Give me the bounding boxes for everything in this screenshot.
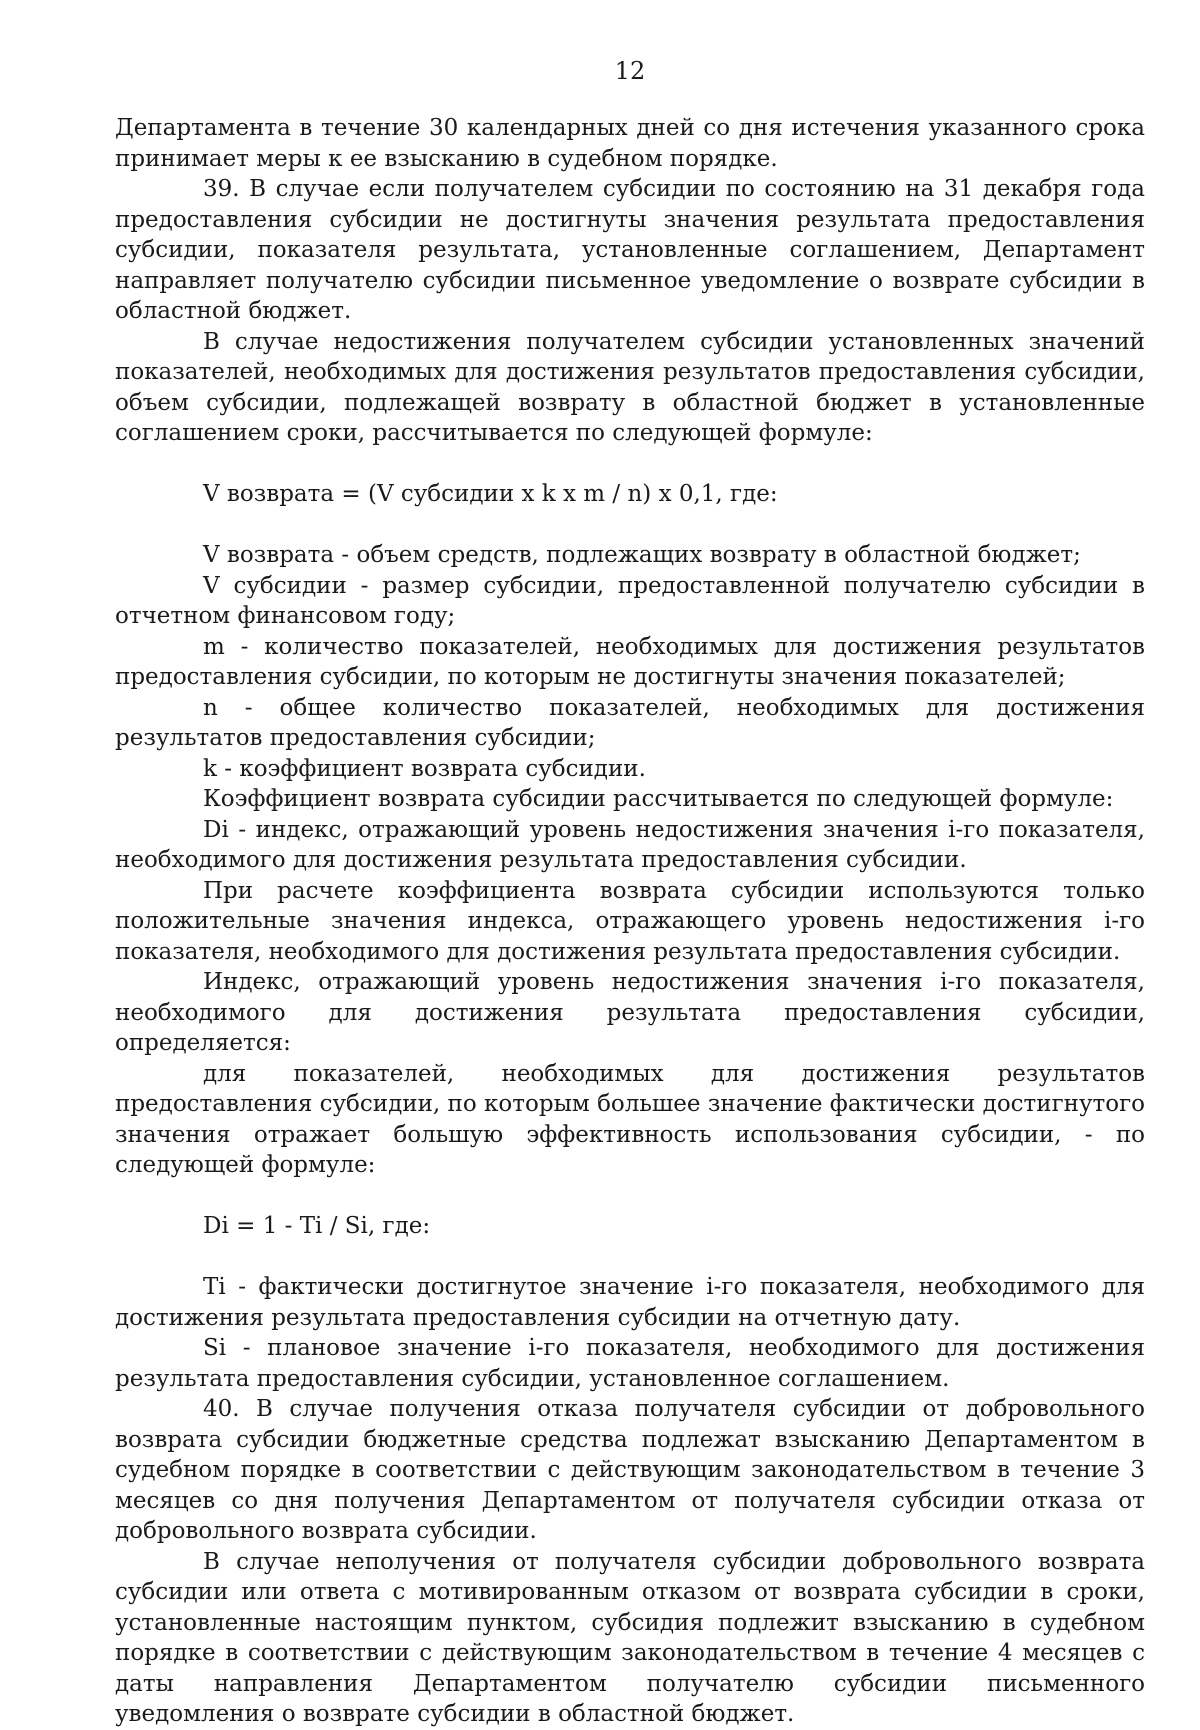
definition-si: Si - плановое значение i-го показателя, необходимого для достижения результата предоставления субсидии, установленное соглашением. <box>115 1335 1145 1392</box>
definition-ti: Ti - фактически достигнутое значение i-го показателя, необходимого для достижения результата предоставления субсидии на отчетную дату. <box>115 1274 1145 1331</box>
paragraph-40: 40. В случае получения отказа получателя субсидии от добровольного возврата субсидии бюджетные средства подлежат взысканию Департаментом в судебном порядке в соответствии с действующим законодательством в течение 3 месяцев со дня получения Департаментом от получателя субсидии отказа от добровольного возврата субсидии. <box>115 1396 1145 1544</box>
paragraph-coefficient: Коэффициент возврата субсидии рассчитывается по следующей формуле: <box>203 786 1114 812</box>
definition-di: Di - индекс, отражающий уровень недостижения значения i-го показателя, необходимого для достижения результата предоставления субсидии. <box>115 816 1145 873</box>
spacer <box>115 449 1145 480</box>
definition-v-refund: V возврата - объем средств, подлежащих возврату в областной бюджет; <box>203 542 1081 568</box>
document-body <box>115 113 1145 1730</box>
definition-v-subsidy: V субсидии - размер субсидии, предоставленной получателю субсидии в отчетном финансовом году; <box>115 572 1145 629</box>
definition-n: n - общее количество показателей, необходимых для достижения результатов предоставления субсидии; <box>115 694 1145 751</box>
paragraph-non-receipt: В случае неполучения от получателя субсидии добровольного возврата субсидии или ответа с мотивированным отказом от возврата субсидии в сроки, установленные настоящим пунктом, субсидия подлежит взысканию в судебном порядке в соответствии с действующим законодательством в течение 4 месяцев с даты направления Департаментом получателю субсидии письменного уведомления о возврате субсидии в областной бюджет. <box>115 1548 1145 1727</box>
spacer <box>115 510 1145 541</box>
paragraph-continuation: Департамента в течение 30 календарных дней со дня истечения указанного срока принимает меры к ее взысканию в судебном порядке. <box>115 115 1145 172</box>
spacer <box>115 1181 1145 1212</box>
paragraph-indicators: для показателей, необходимых для достижения результатов предоставления субсидии, по которым большее значение фактически достигнутого значения отражает большую эффективность использования субсидии, - по следующей формуле: <box>115 1060 1145 1178</box>
definition-k: k - коэффициент возврата субсидии. <box>203 755 646 782</box>
definition-m: m - количество показателей, необходимых для достижения результатов предоставления субсидии, по которым не достигнуты значения показателей; <box>115 633 1145 690</box>
paragraph-positive-values: При расчете коэффициента возврата субсидии используются только положительные значения индекса, отражающего уровень недостижения i-го показателя, необходимого для достижения результата предоставления субсидии. <box>115 877 1145 965</box>
paragraph-39: 39. В случае если получателем субсидии по состоянию на 31 декабря года предоставления субсидии не достигнуты значения результата предоставления субсидии, показателя результата, установленные соглашением, Департамент направляет получателю субсидии письменное уведомление о возврате субсидии в областной бюджет. <box>115 176 1145 324</box>
page-number: 12 <box>614 57 646 85</box>
paragraph-index-determined: Индекс, отражающий уровень недостижения значения i-го показателя, необходимого для достижения результата предоставления субсидии, определяется: <box>115 969 1145 1056</box>
paragraph-formula-intro: В случае недостижения получателем субсидии установленных значений показателей, необходимых для достижения результатов предоставления субсидии, объем субсидии, подлежащей возврату в областной бюджет в установленные соглашением сроки, рассчитывается по следующей формуле: <box>115 328 1145 446</box>
formula-refund-volume: V возврата = (V субсидии x k x m / n) x 0,1, где: <box>203 481 778 507</box>
spacer <box>115 1242 1145 1273</box>
formula-di: Di = 1 - Ti / Si, где: <box>203 1213 431 1239</box>
